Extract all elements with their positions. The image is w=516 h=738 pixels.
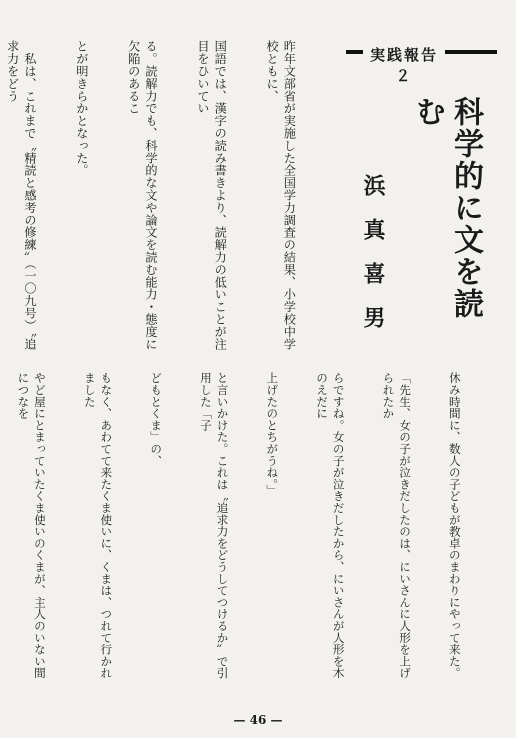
lower-line-2: 「先生、女の子が泣きだしたのは、にいさんに人形を上げられたか: [381, 372, 413, 679]
upper-line-5: 私は、これまで〝精読と感考の修練〟（一〇九号）〝追求力をどう: [5, 40, 37, 351]
report-label-text: 実践報告２: [369, 46, 438, 85]
lower-line-4: 上げたのとちがうね。」: [265, 372, 280, 496]
upper-line-2: 国語では、漢字の読み書きより、読解力の低いことが注目をひいてい: [195, 40, 228, 350]
lower-line-7: もなく、あわてて来たくま使いに、くまは、つれて行かれました: [82, 372, 114, 679]
lower-line-8: やど屋にとまっていたくま使いのくまが、主人のいない間につなを: [16, 372, 47, 679]
header-bar-right: [445, 50, 497, 54]
page-number: — 46 —: [233, 713, 283, 727]
lower-line-6: どもとくま」の、: [149, 372, 164, 467]
author-name: 浜 真 喜 男: [360, 174, 386, 328]
upper-line-1: 昨年文部省が実施した全国学力調査の結果、小学校中学校ともに、: [265, 40, 297, 350]
lower-text-block: [16, 372, 496, 690]
lower-line-1: 休み時間に、数人の子どもが教卓のまわりにやって来た。: [447, 372, 462, 679]
upper-line-3: る。読解力でも、科学的な文や論文を読む能力・態度に欠陥のあるこ: [126, 40, 159, 350]
upper-text-block: [5, 40, 332, 358]
upper-line-4: とが明きらかとなった。: [74, 40, 89, 177]
report-label: [363, 41, 445, 85]
article-title: 科学的に文を読む: [410, 96, 483, 320]
header-bar-left: [346, 50, 363, 54]
lower-line-3: らですね。女の子が泣きだしたから、にいさんが人形を木のえだに: [315, 372, 346, 679]
lower-line-5: と言いかけた。これは〝追求力をどうしてつけるか〟で引用した「子: [198, 372, 230, 679]
